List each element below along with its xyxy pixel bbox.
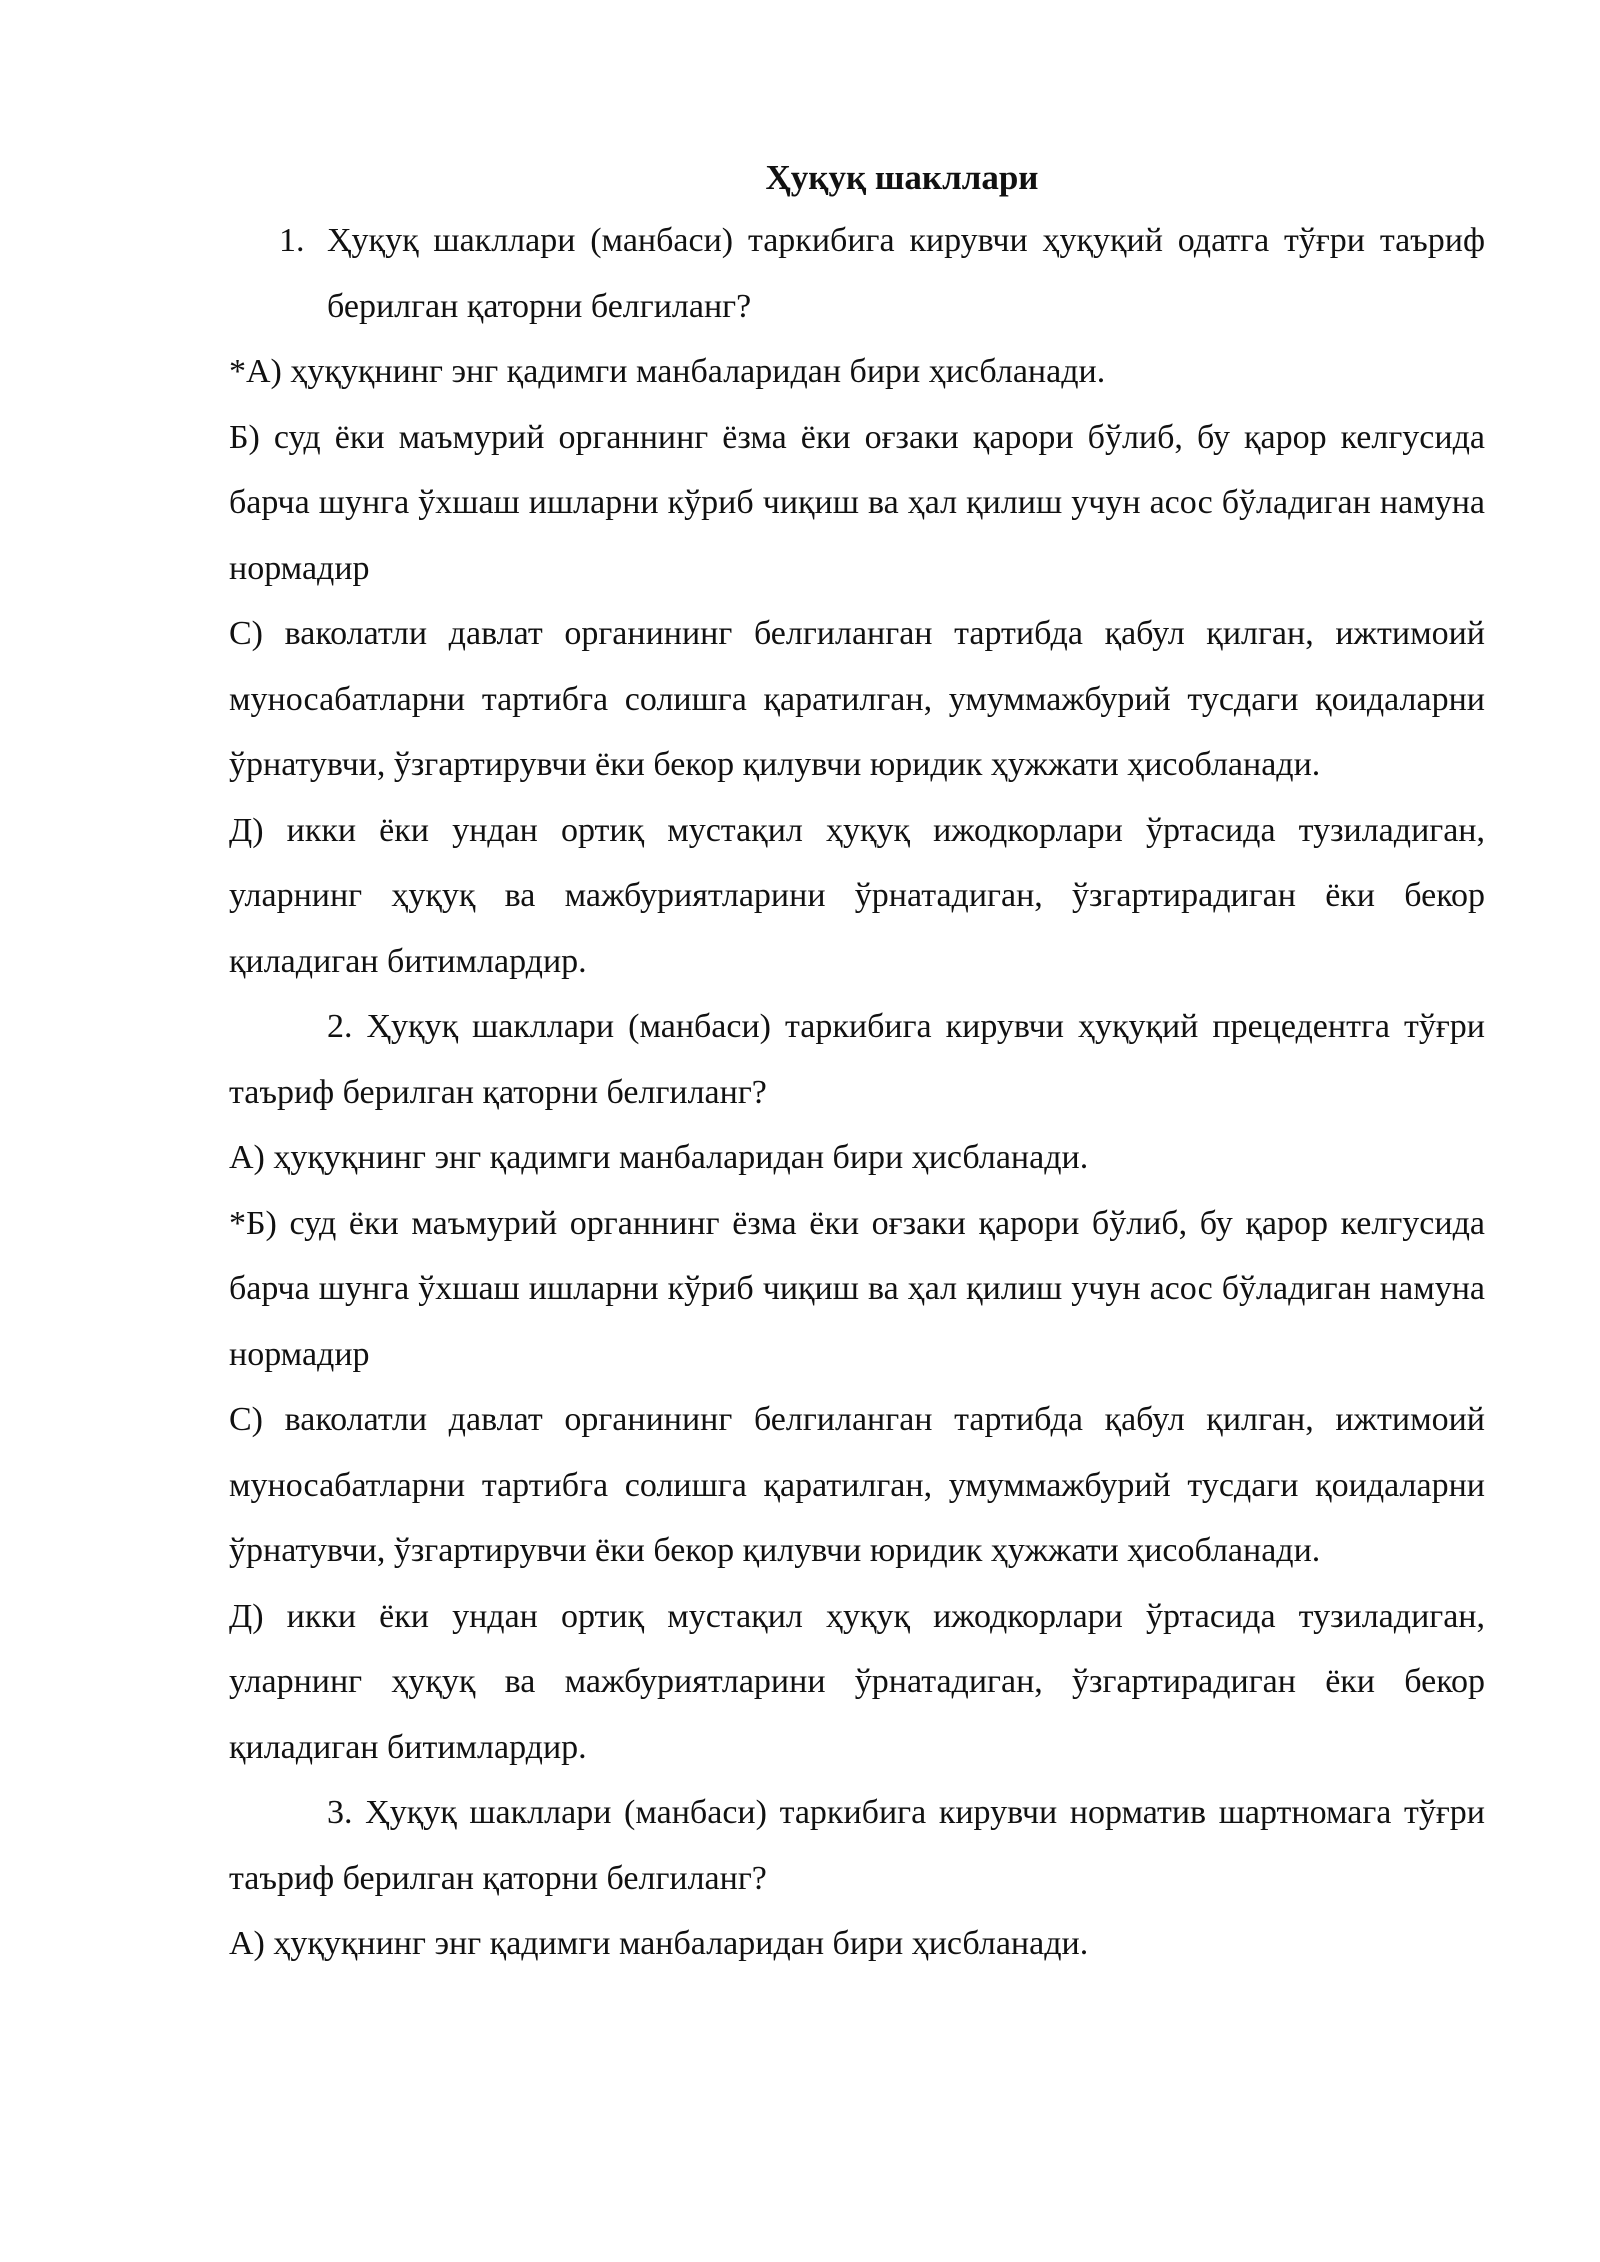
question-2-option-a: А) ҳуқуқнинг энг қадимги манбаларидан бири ҳисбланади. — [229, 1139, 1089, 1176]
question-3-option-a: А) ҳуқуқнинг энг қадимги манбаларидан бири ҳисбланади. — [229, 1925, 1089, 1962]
question-1-option-b: Б) суд ёки маъмурий органнинг ёзма ёки оғзаки қарори бўлиб, бу қарор келгусида барча шунга ўхшаш ишларни кўриб чиқиш ва ҳал қилиш учун асос бўладиган намуна нормадир — [229, 418, 1485, 587]
question-3-text: 3. Ҳуқуқ шакллари (манбаси) таркибига кирувчи норматив шартномага тўғри таъриф берилган қаторни белгиланг? — [229, 1794, 1485, 1897]
question-1-number: 1. — [279, 222, 305, 259]
question-2-option-c: С) ваколатли давлат органининг белгиланган тартибда қабул қилган, ижтимоий муносабатларни тартибга солишга қаратилган, умуммажбурий тусдаги қоидаларни ўрнатувчи, ўзгартирувчи ёки бекор қилувчи юридик ҳужжати ҳисобланади. — [229, 1401, 1485, 1569]
question-2-option-b: *Б) суд ёки маъмурий органнинг ёзма ёки оғзаки қарори бўлиб, бу қарор келгусида барча шунга ўхшаш ишларни кўриб чиқиш ва ҳал қилиш учун асос бўладиган намуна нормадир — [229, 1204, 1485, 1373]
question-2-text: 2. Ҳуқуқ шакллари (манбаси) таркибига кирувчи ҳуқуқий прецедентга тўғри таъриф берилган қаторни белгиланг? — [229, 1008, 1485, 1111]
question-1-option-a: *А) ҳуқуқнинг энг қадимги манбаларидан бири ҳисбланади. — [229, 353, 1106, 390]
question-1-option-c: С) ваколатли давлат органининг белгиланган тартибда қабул қилган, ижтимоий муносабатларни тартибга солишга қаратилган, умуммажбурий тусдаги қоидаларни ўрнатувчи, ўзгартирувчи ёки бекор қилувчи юридик ҳужжати ҳисобланади. — [229, 615, 1485, 783]
question-2-option-d: Д) икки ёки ундан ортиқ мустақил ҳуқуқ ижодкорлари ўртасида тузиладиган, уларнинг ҳуқуқ ва мажбуриятларини ўрнатадиган, ўзгартирадиган ёки бекор қиладиган битимлардир. — [229, 1597, 1485, 1766]
document-title: Ҳуқуқ шакллари — [765, 158, 1039, 197]
document-page — [229, 150, 1485, 1977]
question-1-option-d: Д) икки ёки ундан ортиқ мустақил ҳуқуқ ижодкорлари ўртасида тузиладиган, уларнинг ҳуқуқ ва мажбуриятларини ўрнатадиган, ўзгартирадиган ёки бекор қиладиган битимлардир. — [229, 811, 1485, 980]
question-1-text: Ҳуқуқ шакллари (манбаси) таркибига кирувчи ҳуқуқий одатга тўғри таъриф берилган қаторни белгиланг? — [327, 222, 1485, 325]
question-1 — [229, 208, 1485, 339]
